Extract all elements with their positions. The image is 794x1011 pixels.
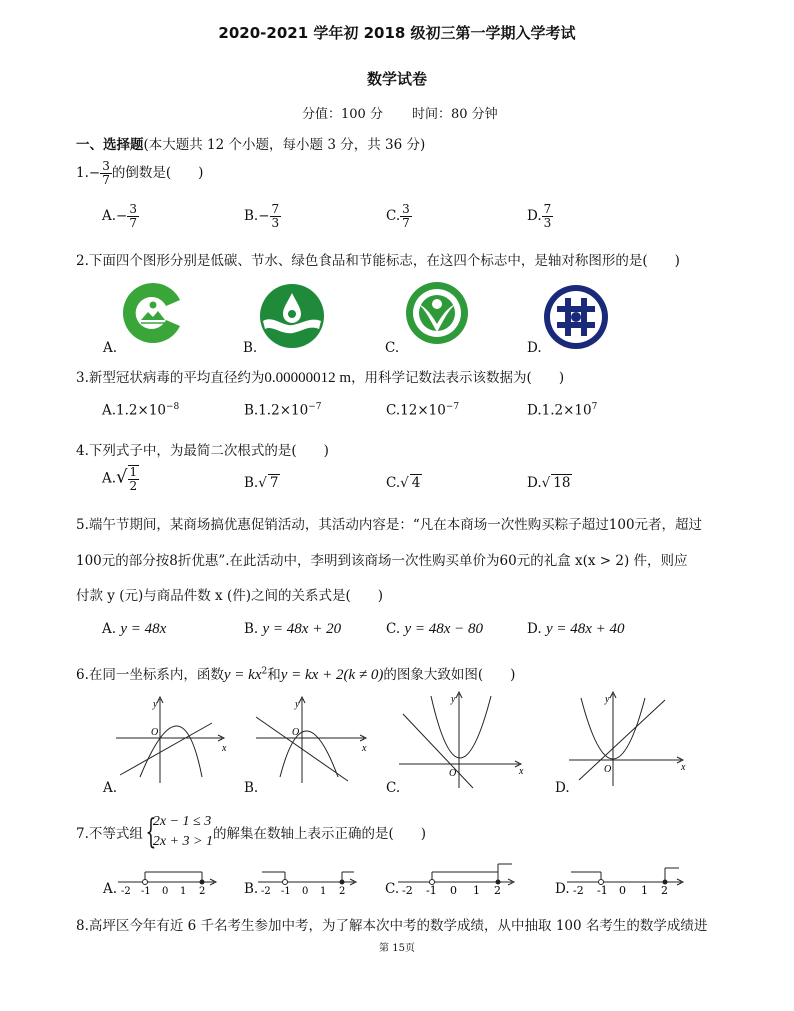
opt-frac: [270, 203, 282, 230]
opt-num: 7: [543, 202, 552, 216]
time-info: 时间：80 分钟: [412, 107, 498, 122]
question-5-line-2: 100元的部分按8折优惠”.在此活动中，李明到该商场一次性购买单价为60元的礼盒 x(x > 2) 件，则应: [76, 553, 688, 569]
brace-icon: {: [145, 812, 157, 852]
q6-f1: y = kx: [223, 667, 262, 683]
opt-num: 3: [402, 202, 410, 216]
origin-label: O: [151, 727, 159, 738]
tick-label: 0: [450, 884, 457, 896]
tick-label: -1: [597, 884, 608, 896]
q7-system: [153, 812, 213, 852]
q2-label-c: C.: [385, 340, 400, 356]
question-6: [76, 663, 515, 684]
x-axis-label: x: [362, 743, 367, 754]
y-axis-label: y: [605, 694, 610, 705]
page-number: 第 15页: [379, 943, 415, 954]
q5-option-b: [244, 621, 341, 638]
origin-label: O: [292, 727, 300, 738]
opt-den: 3: [543, 216, 552, 230]
number-line-a: [118, 864, 218, 896]
x-axis-label: x: [681, 762, 686, 773]
opt-label: B.: [244, 475, 259, 491]
opt-expr: y = 48x: [120, 621, 167, 637]
q7-ineq2: 2x + 3 > 1: [152, 834, 213, 849]
q1-option-d: [527, 203, 553, 230]
q3-option-b: [244, 402, 321, 419]
origin-label: O: [604, 764, 612, 775]
section-heading-bold: 一、选择题: [76, 137, 144, 153]
q7-label-b: B.: [244, 881, 259, 897]
q1-number: 1.: [76, 165, 89, 181]
opt-base: 1.2×10: [258, 402, 309, 419]
energy-saving-logo-icon: [543, 284, 609, 350]
q1-option-a: [102, 203, 139, 230]
opt-base: 12×10: [400, 402, 446, 419]
opt-label: A.: [102, 470, 117, 487]
q5-option-c: [386, 621, 483, 638]
opt-num: 1: [129, 465, 138, 479]
question-7: [76, 812, 426, 852]
graph-a: [112, 695, 232, 785]
q7-label-d: D.: [555, 881, 570, 897]
opt-label: B.: [244, 208, 259, 224]
question-2: 2.下面四个图形分别是低碳、节水、绿色食品和节能标志，在这四个标志中，是轴对称图形的是( ): [76, 253, 680, 269]
q2-label-b: B.: [243, 340, 258, 356]
q1-num: 3: [102, 159, 110, 173]
opt-sign: −: [258, 208, 270, 224]
q6-f2: y = kx + 2(k ≠ 0): [280, 667, 384, 683]
opt-exp: 7: [591, 402, 598, 412]
graph-d: [565, 690, 695, 790]
exam-subtitle: 数学试卷: [366, 70, 427, 88]
opt-num: 7: [271, 202, 280, 216]
opt-den: 3: [271, 216, 280, 230]
number-line-c: [398, 860, 516, 896]
q6-mid: 和: [267, 667, 281, 683]
question-5-line-3: 付款 y (元)与商品件数 x (件)之间的关系式是( ): [76, 588, 384, 604]
opt-base: 1.2×10: [116, 402, 167, 419]
tick-label: 2: [661, 884, 668, 896]
opt-label: D.: [527, 621, 542, 637]
q3-text-a: 3.新型冠状病毒的平均直径约为: [76, 370, 265, 386]
tick-label: 1: [320, 886, 327, 896]
q1-text: 的倒数是( ): [111, 165, 204, 181]
opt-sign: −: [116, 208, 128, 224]
q7-suffix: 的解集在数轴上表示正确的是( ): [213, 826, 427, 842]
opt-exp: −7: [308, 402, 322, 412]
radical-sign: √: [541, 475, 551, 491]
opt-expr: y = 48x + 20: [262, 621, 342, 637]
tick-label: 1: [641, 884, 648, 896]
q4-option-a: [102, 465, 139, 493]
tick-label: -1: [426, 884, 437, 896]
opt-den: 2: [129, 479, 138, 493]
tick-label: 0: [162, 886, 169, 896]
section-heading-rest: (本大题共 12 个小题，每小题 3 分，共 36 分): [143, 137, 426, 153]
q4-option-c: [386, 474, 422, 491]
q3-value: 0.00000012 m: [264, 370, 352, 386]
q6-label-c: C.: [386, 780, 401, 796]
exam-title: 2020-2021 学年初 2018 级初三第一学期入学考试: [218, 24, 576, 42]
opt-exp: −8: [166, 402, 180, 412]
q6-text-b: 的图象大致如图( ): [383, 667, 516, 683]
q3-option-c: [386, 402, 459, 419]
opt-radicand: 18: [553, 475, 571, 491]
q4-option-d: [527, 474, 572, 491]
opt-frac: [128, 465, 140, 493]
tick-label: -1: [141, 886, 151, 896]
tick-label: 0: [619, 884, 626, 896]
opt-den: 7: [402, 216, 410, 230]
tick-label: -2: [402, 884, 413, 896]
opt-den: 7: [129, 216, 137, 230]
question-5-line-1: 5.端午节期间，某商场搞优惠促销活动，其活动内容是：“凡在本商场一次性购买粽子超过100元者，超过: [76, 517, 703, 533]
q3-option-d: [527, 402, 597, 419]
question-3: [76, 366, 564, 387]
tick-label: -2: [261, 886, 271, 896]
opt-label: B.: [244, 402, 259, 419]
opt-label: D.: [527, 402, 542, 419]
q5-option-a: [102, 621, 166, 638]
q1-minus: −: [88, 165, 101, 181]
opt-label: C.: [386, 402, 401, 419]
question-4: 4.下列式子中，为最简二次根式的是( ): [76, 443, 329, 459]
y-axis-label: y: [153, 699, 158, 710]
q6-text-a: 6.在同一坐标系内，函数: [76, 667, 224, 683]
q3-option-a: [102, 402, 179, 419]
radical-sign: √: [116, 466, 128, 488]
tick-label: 2: [339, 886, 346, 896]
q6-label-b: B.: [244, 780, 259, 796]
q1-option-c: [386, 203, 412, 230]
section-heading: [76, 133, 425, 153]
tick-label: 2: [199, 886, 206, 896]
graph-c: [395, 690, 530, 790]
tick-label: 1: [180, 886, 187, 896]
opt-radicand: 4: [411, 475, 421, 491]
number-line-d: [567, 860, 685, 896]
q5-option-d: [527, 621, 625, 638]
score-info: 分值：100 分: [302, 107, 383, 122]
opt-label: C.: [386, 621, 401, 637]
opt-frac: [542, 203, 554, 230]
opt-exp: −7: [445, 402, 460, 412]
q4-option-b: [244, 474, 280, 491]
opt-label: A.: [102, 208, 117, 224]
graph-b: [252, 695, 372, 785]
opt-num: 3: [129, 202, 137, 216]
radical-sign: √: [400, 475, 409, 491]
opt-label: B.: [244, 621, 259, 637]
tick-label: 0: [302, 886, 309, 896]
opt-label: C.: [386, 208, 401, 224]
question-8: 8.高坪区今年有近 6 千名考生参加中考，为了解本次中考的数学成绩，从中抽取 100 名考生的数学成绩进: [76, 918, 708, 934]
opt-expr: y = 48x + 40: [545, 621, 625, 637]
tick-label: -1: [281, 886, 291, 896]
q3-text-b: ，用科学记数法表示该数据为( ): [351, 370, 565, 386]
tick-label: 2: [494, 884, 501, 896]
opt-radicand: 7: [269, 475, 279, 491]
q6-f1-exp: 2: [261, 666, 268, 677]
opt-expr: y = 48x − 80: [404, 621, 483, 637]
radical-sign: √: [258, 475, 267, 491]
origin-label: O: [449, 768, 457, 779]
q2-label-d: D.: [527, 340, 542, 356]
opt-label: D.: [527, 208, 542, 224]
q1-fraction: [100, 160, 112, 187]
opt-base: 1.2×10: [541, 402, 592, 419]
opt-frac: [400, 203, 412, 230]
x-axis-label: x: [222, 743, 227, 754]
q6-label-d: D.: [555, 780, 570, 796]
q2-label-a: A.: [103, 340, 118, 356]
opt-label: A.: [102, 621, 117, 637]
q1-den: 7: [102, 173, 110, 187]
tick-label: 1: [473, 884, 480, 896]
q6-label-a: A.: [103, 780, 118, 796]
q7-label-c: C.: [385, 881, 400, 897]
tick-label: -2: [573, 884, 584, 896]
opt-label: C.: [386, 475, 401, 491]
q7-prefix: 7.不等式组: [76, 826, 143, 842]
q1-option-b: [244, 203, 281, 230]
y-axis-label: y: [451, 694, 456, 705]
y-axis-label: y: [295, 699, 300, 710]
opt-label: D.: [527, 475, 542, 491]
x-axis-label: x: [519, 766, 524, 777]
q7-ineq1: 2x − 1 ≤ 3: [152, 814, 212, 829]
opt-label: A.: [102, 402, 117, 419]
water-saving-logo-icon: [259, 283, 325, 349]
low-carbon-logo-icon: [120, 280, 186, 346]
tick-label: -2: [121, 886, 131, 896]
number-line-b: [258, 864, 358, 896]
opt-frac: [127, 203, 139, 230]
green-food-logo-icon: [404, 280, 470, 346]
question-1: [76, 160, 203, 187]
q7-label-a: A.: [103, 881, 118, 897]
